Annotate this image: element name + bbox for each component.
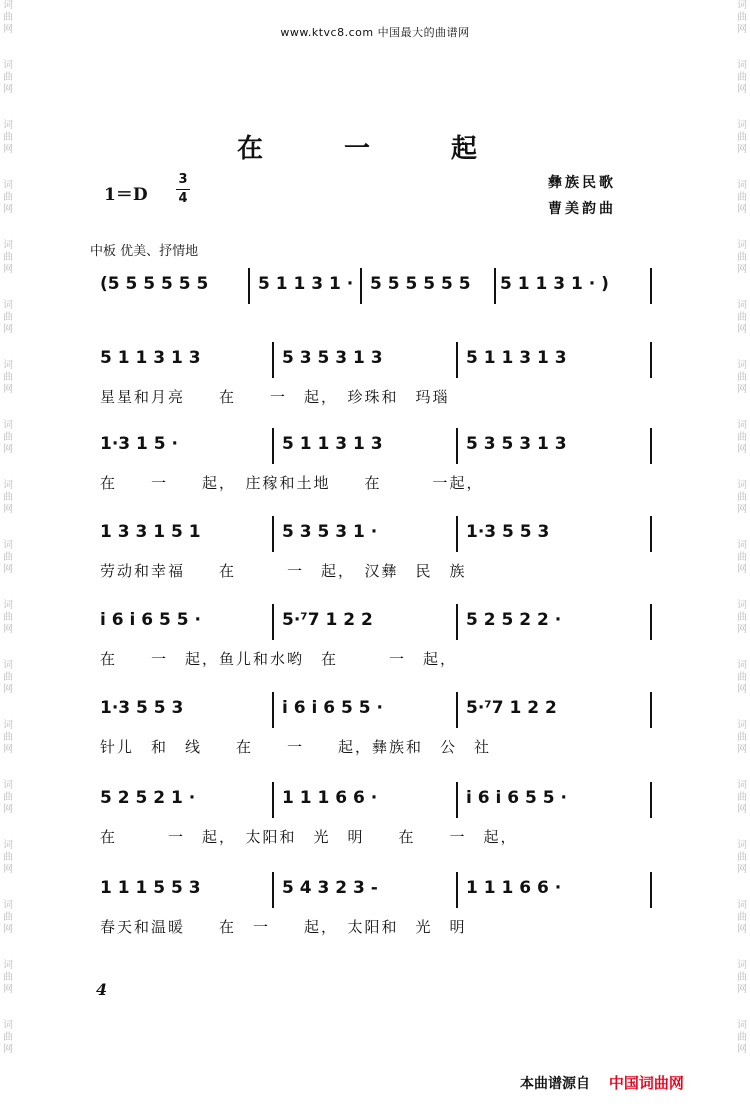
watermark-char: 曲 [737, 432, 747, 443]
score-row [0, 342, 750, 422]
watermark-char: 曲 [737, 972, 747, 983]
watermark-char: 词 [737, 180, 747, 191]
watermark-char: 词 [737, 60, 747, 71]
watermark-char: 网 [737, 624, 747, 635]
watermark-char: 词 [3, 840, 13, 851]
watermark-char: 网 [737, 384, 747, 395]
measure-notes: 5 1 1 3 1 3 [282, 434, 383, 454]
watermark-char: 曲 [737, 372, 747, 383]
watermark-char: 曲 [737, 912, 747, 923]
watermark-char: 网 [3, 804, 13, 815]
lyrics-line: 在 一 起，鱼儿和水哟 在 一 起， [100, 650, 458, 668]
watermark-char: 词 [737, 600, 747, 611]
measure-notes: 1 1 1 6 6 · [466, 878, 562, 898]
watermark-char: 网 [737, 564, 747, 575]
barline [456, 342, 458, 378]
barline [650, 872, 652, 908]
source-brand-link[interactable]: 中国词曲网 [608, 1074, 684, 1092]
barline [650, 268, 652, 304]
measure-notes: 5·⁷7 1 2 2 [466, 698, 557, 718]
watermark-char: 词 [3, 1020, 13, 1031]
score-row [0, 692, 750, 772]
barline [248, 268, 250, 304]
tempo-marking: 中板 优美、抒情地 [90, 244, 199, 259]
watermark-char: 网 [737, 24, 747, 35]
watermark-char: 网 [3, 84, 13, 95]
watermark-char: 词 [737, 120, 747, 131]
watermark-char: 词 [3, 420, 13, 431]
watermark-char: 曲 [3, 252, 13, 263]
measure-notes: 5 1 1 3 1 3 [466, 348, 567, 368]
watermark-char: 词 [3, 180, 13, 191]
watermark-char: 曲 [3, 72, 13, 83]
measure-notes: 5 3 5 3 1 3 [466, 434, 567, 454]
watermark-char: 词 [737, 960, 747, 971]
watermark-char: 曲 [737, 12, 747, 23]
watermark-char: 曲 [737, 852, 747, 863]
barline [272, 692, 274, 728]
time-signature-top: 3 [178, 172, 188, 187]
lyrics-line: 在 一 起， 太阳和 光 明 在 一 起， [100, 828, 518, 846]
measure-notes: 5·⁷7 1 2 2 [282, 610, 373, 630]
watermark-char: 网 [3, 1044, 13, 1055]
watermark-char: 词 [3, 600, 13, 611]
watermark-char: 词 [737, 420, 747, 431]
barline [650, 782, 652, 818]
lyrics-line: 春天和温暖 在 一 起， 太阳和 光 明 [100, 918, 467, 936]
watermark-char: 曲 [3, 852, 13, 863]
watermark-char: 网 [3, 444, 13, 455]
watermark-char: 网 [737, 144, 747, 155]
watermark-char: 网 [737, 924, 747, 935]
measure-notes: 5 1 1 3 1 3 [100, 348, 201, 368]
measure-notes: i 6 i 6 5 5 · [282, 698, 383, 718]
watermark-char: 曲 [3, 672, 13, 683]
measure-notes: (5 5 5 5 5 5 [100, 274, 209, 294]
watermark-char: 词 [737, 780, 747, 791]
watermark-char: 网 [737, 804, 747, 815]
watermark-char: 曲 [3, 192, 13, 203]
watermark-char: 词 [737, 480, 747, 491]
watermark-char: 曲 [3, 912, 13, 923]
watermark-char: 词 [737, 840, 747, 851]
barline [456, 872, 458, 908]
watermark-char: 网 [3, 984, 13, 995]
measure-notes: 5 2 5 2 1 · [100, 788, 196, 808]
time-signature-bar [176, 189, 190, 190]
watermark-char: 曲 [3, 1032, 13, 1043]
measure-notes: 5 2 5 2 2 · [466, 610, 562, 630]
watermark-char: 曲 [3, 12, 13, 23]
time-signature-bottom: 4 [178, 191, 188, 206]
barline [272, 872, 274, 908]
measure-notes: 5 4 3 2 3 - [282, 878, 378, 898]
watermark-char: 网 [3, 384, 13, 395]
barline [272, 516, 274, 552]
watermark-char: 曲 [737, 492, 747, 503]
watermark-char: 网 [3, 864, 13, 875]
watermark-char: 词 [737, 1020, 747, 1031]
measure-notes: 1 3 3 1 5 1 [100, 522, 201, 542]
measure-notes: i 6 i 6 5 5 · [466, 788, 567, 808]
page-number: 4 [96, 980, 108, 999]
watermark-char: 曲 [737, 192, 747, 203]
watermark-char: 曲 [737, 732, 747, 743]
watermark-char: 曲 [737, 552, 747, 563]
watermark-char: 曲 [737, 792, 747, 803]
watermark-char: 曲 [3, 552, 13, 563]
barline [650, 516, 652, 552]
barline [272, 342, 274, 378]
watermark-char: 词 [3, 660, 13, 671]
watermark-char: 网 [737, 264, 747, 275]
watermark-char: 曲 [3, 492, 13, 503]
barline [650, 604, 652, 640]
barline [360, 268, 362, 304]
credit-origin: 彝族民歌 [548, 175, 616, 191]
watermark-char: 词 [3, 60, 13, 71]
watermark-char: 网 [737, 984, 747, 995]
barline [650, 428, 652, 464]
measure-notes: 5 1 1 3 1 · [258, 274, 354, 294]
watermark-char: 网 [3, 624, 13, 635]
watermark-char: 网 [3, 504, 13, 515]
watermark-char: 词 [3, 0, 13, 11]
watermark-char: 词 [3, 780, 13, 791]
barline [650, 342, 652, 378]
barline [272, 428, 274, 464]
watermark-char: 曲 [3, 972, 13, 983]
watermark-char: 曲 [3, 792, 13, 803]
watermark-char: 词 [737, 240, 747, 251]
watermark-char: 网 [3, 24, 13, 35]
lyrics-line: 劳动和幸福 在 一 起， 汉彝 民 族 [100, 562, 467, 580]
watermark-char: 词 [737, 0, 747, 11]
watermark-char: 词 [3, 300, 13, 311]
measure-notes: 1 1 1 5 5 3 [100, 878, 201, 898]
measure-notes: 1 1 1 6 6 · [282, 788, 378, 808]
lyrics-line: 星星和月亮 在 一 起， 珍珠和 玛瑙 [100, 388, 450, 406]
score-row [0, 516, 750, 596]
lyrics-line: 针儿 和 线 在 一 起，彝族和 公 社 [100, 738, 492, 756]
barline [272, 604, 274, 640]
watermark-char: 词 [737, 720, 747, 731]
credit-arranger: 曹美韵曲 [548, 201, 616, 217]
watermark-char: 词 [737, 540, 747, 551]
site-header[interactable]: www.ktvc8.com 中国最大的曲谱网 [280, 26, 470, 39]
measure-notes: 5 1 1 3 1 · ) [500, 274, 609, 294]
song-title: 在 一 起 [236, 134, 514, 164]
lyrics-line: 在 一 起， 庄稼和土地 在 一起， [100, 474, 484, 492]
watermark-char: 网 [3, 204, 13, 215]
watermark-char: 曲 [3, 132, 13, 143]
watermark-char: 词 [3, 900, 13, 911]
barline [272, 782, 274, 818]
watermark-char: 词 [3, 540, 13, 551]
time-signature [176, 172, 190, 207]
watermark-char: 网 [737, 324, 747, 335]
watermark-char: 词 [3, 960, 13, 971]
watermark-char: 词 [737, 660, 747, 671]
measure-notes: 5 3 5 3 1 · [282, 522, 378, 542]
watermark-char: 网 [737, 864, 747, 875]
source-label: 本曲谱源自 [520, 1076, 590, 1092]
measure-notes: i 6 i 6 5 5 · [100, 610, 201, 630]
barline [456, 516, 458, 552]
watermark-char: 词 [737, 900, 747, 911]
measure-notes: 1·3 1 5 · [100, 434, 178, 454]
watermark-char: 网 [737, 504, 747, 515]
watermark-char: 曲 [737, 1032, 747, 1043]
watermark-char: 词 [3, 480, 13, 491]
watermark-char: 网 [3, 744, 13, 755]
watermark-char: 曲 [3, 732, 13, 743]
watermark-char: 网 [3, 924, 13, 935]
score-row [0, 268, 750, 348]
measure-notes: 5 3 5 3 1 3 [282, 348, 383, 368]
watermark-char: 网 [3, 144, 13, 155]
score-row [0, 782, 750, 862]
watermark-char: 网 [737, 744, 747, 755]
source-footer [520, 1072, 684, 1093]
watermark-char: 词 [3, 720, 13, 731]
watermark-char: 网 [3, 324, 13, 335]
score-row [0, 872, 750, 952]
measure-notes: 5 5 5 5 5 5 [370, 274, 471, 294]
watermark-char: 曲 [737, 132, 747, 143]
watermark-char: 曲 [737, 612, 747, 623]
watermark-char: 网 [737, 1044, 747, 1055]
barline [456, 692, 458, 728]
watermark-char: 曲 [3, 372, 13, 383]
score-row [0, 428, 750, 508]
barline [456, 604, 458, 640]
watermark-char: 曲 [737, 252, 747, 263]
measure-notes: 1·3 5 5 3 [100, 698, 184, 718]
barline [494, 268, 496, 304]
watermark-char: 网 [3, 264, 13, 275]
watermark-char: 词 [737, 360, 747, 371]
watermark-char: 曲 [3, 432, 13, 443]
key-signature: 1＝D [104, 185, 148, 205]
watermark-char: 网 [737, 84, 747, 95]
watermark-char: 网 [3, 564, 13, 575]
watermark-char: 曲 [737, 312, 747, 323]
watermark-char: 词 [3, 360, 13, 371]
watermark-char: 曲 [3, 612, 13, 623]
watermark-char: 网 [3, 684, 13, 695]
watermark-char: 网 [737, 204, 747, 215]
watermark-char: 网 [737, 444, 747, 455]
watermark-char: 词 [3, 120, 13, 131]
barline [650, 692, 652, 728]
watermark-char: 曲 [3, 312, 13, 323]
watermark-char: 词 [737, 300, 747, 311]
score-row [0, 604, 750, 684]
measure-notes: 1·3 5 5 3 [466, 522, 550, 542]
barline [456, 782, 458, 818]
watermark-char: 词 [3, 240, 13, 251]
watermark-char: 曲 [737, 672, 747, 683]
watermark-char: 网 [737, 684, 747, 695]
barline [456, 428, 458, 464]
watermark-char: 曲 [737, 72, 747, 83]
